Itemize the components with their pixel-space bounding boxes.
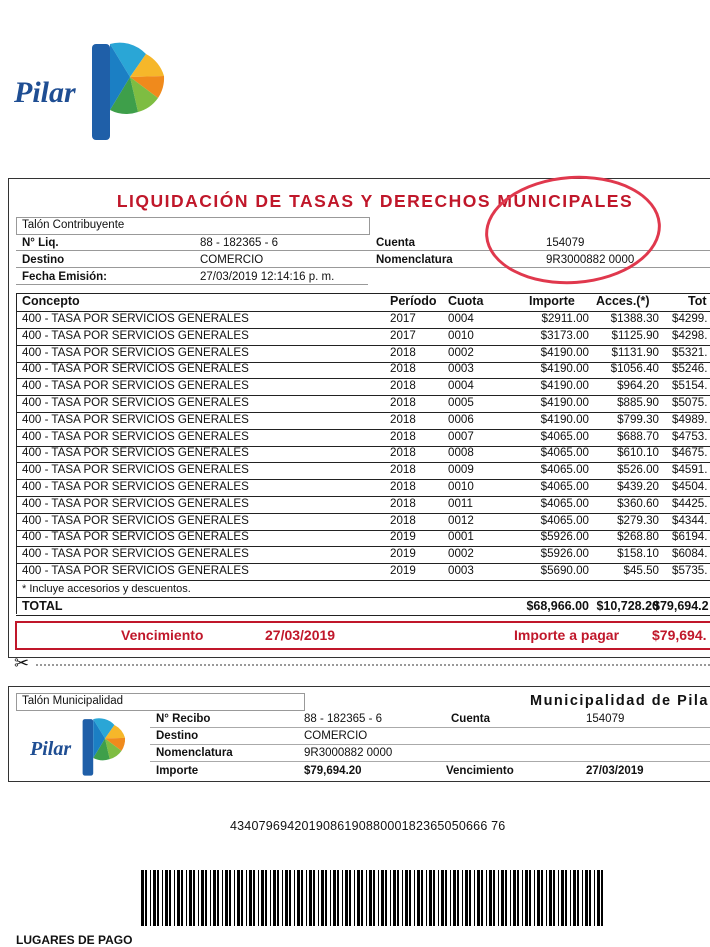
table-cell: 0012: [448, 513, 474, 527]
table-cell: $526.00: [617, 463, 659, 477]
table-cell: $4425.: [672, 496, 708, 510]
table-cell: $4065.00: [540, 463, 589, 477]
table-cell: $45.50: [623, 564, 659, 577]
table-cell: $4504.: [672, 480, 708, 493]
barcode-bar: [369, 870, 372, 926]
barcode-bar: [390, 870, 391, 926]
barcode-bar: [297, 870, 300, 926]
barcode-bar: [381, 870, 384, 926]
barcode-bar: [486, 870, 487, 926]
barcode-bar: [306, 870, 307, 926]
barcode-bar: [342, 870, 343, 926]
barcode-bar: [253, 870, 255, 926]
table-cell: 2018: [390, 496, 416, 510]
barcode-bar: [141, 870, 144, 926]
barcode-bar: [157, 870, 159, 926]
barcode-bar: [186, 870, 187, 926]
table-cell: 0002: [448, 547, 474, 561]
table-cell: 400 - TASA POR SERVICIOS GENERALES: [22, 396, 249, 409]
table-cell: $4190.00: [540, 412, 589, 426]
barcode-bar: [345, 870, 348, 926]
table-cell: 0002: [448, 345, 474, 359]
barcode-bar: [601, 870, 603, 926]
col-cuota: Cuota: [448, 294, 484, 308]
table-row: [16, 395, 710, 413]
barcode-bar: [246, 870, 247, 926]
table-cell: $5246.: [672, 362, 708, 376]
barcode-bar: [354, 870, 355, 926]
muni-grid-3: [150, 761, 710, 762]
barcode-bar: [213, 870, 216, 926]
barcode-bar: [237, 870, 240, 926]
table-cell: 2018: [390, 446, 416, 460]
barcode-bar: [205, 870, 207, 926]
table-cell: 400 - TASA POR SERVICIOS GENERALES: [22, 312, 249, 325]
logo-text-small: Pilar: [30, 738, 72, 760]
barcode-bar: [225, 870, 228, 926]
table-cell: $799.30: [617, 412, 659, 426]
table-cell: 2018: [390, 429, 416, 443]
barcode-bar: [217, 870, 219, 926]
cuenta-label: Cuenta: [376, 237, 415, 249]
table-row: [16, 345, 710, 363]
table-cell: 2019: [390, 547, 416, 561]
barcode-bar: [294, 870, 295, 926]
table-cell: 2018: [390, 513, 416, 527]
table-cell: 0007: [448, 429, 474, 443]
barcode-bar: [570, 870, 571, 926]
table-cell: $2911.00: [541, 312, 589, 325]
barcode-bar: [277, 870, 279, 926]
table-row: [16, 546, 710, 564]
barcode-bar: [597, 870, 600, 926]
table-cell: $4190.00: [540, 362, 589, 376]
table-cell: 0004: [448, 379, 474, 393]
liq-value: 88 - 182365 - 6: [200, 237, 279, 249]
table-cell: $1388.30: [610, 312, 659, 325]
barcode-bar: [150, 870, 151, 926]
barcode-bar: [313, 870, 315, 926]
muni-cuenta-value: 154079: [586, 713, 625, 725]
barcode-number: 434079694201908619088000182365050666 76: [230, 819, 506, 833]
table-cell: 2018: [390, 480, 416, 493]
table-cell: 0010: [448, 328, 474, 342]
table-cell: 2019: [390, 530, 416, 544]
barcode-bar: [529, 870, 531, 926]
barcode-bar: [265, 870, 267, 926]
barcode-bar: [261, 870, 264, 926]
document-title: LIQUIDACIÓN DE TASAS Y DERECHOS MUNICIPALES: [116, 191, 634, 211]
table-cell: $4344.: [672, 513, 708, 527]
table-cell: 2017: [390, 312, 416, 325]
barcode-bar: [505, 870, 507, 926]
cuenta-value: 154079: [546, 237, 585, 249]
table-cell: $6084.: [672, 547, 708, 561]
table-row: [16, 445, 710, 463]
table-cell: $439.20: [617, 480, 659, 493]
table-cell: 400 - TASA POR SERVICIOS GENERALES: [22, 463, 249, 477]
recibo-label: N° Recibo: [156, 713, 211, 725]
barcode-bar: [198, 870, 199, 926]
table-cell: 400 - TASA POR SERVICIOS GENERALES: [22, 429, 249, 443]
nomenclatura-value: 9R3000882 0000: [546, 254, 635, 266]
table-cell: $279.30: [617, 513, 659, 527]
total-acces: $10,728.20: [596, 599, 659, 613]
barcode-bar: [445, 870, 447, 926]
table-cell: $4065.00: [540, 429, 589, 443]
table-row: [16, 479, 710, 497]
barcode-bar: [378, 870, 379, 926]
table-cell: 400 - TASA POR SERVICIOS GENERALES: [22, 362, 249, 376]
table-row: [16, 429, 710, 447]
barcode-bar: [417, 870, 420, 926]
table-cell: 400 - TASA POR SERVICIOS GENERALES: [22, 345, 249, 359]
total-importe: $68,966.00: [526, 599, 589, 613]
barcode-bar: [553, 870, 555, 926]
table-cell: $610.10: [617, 446, 659, 460]
table-row: [16, 513, 710, 531]
barcode-bar: [462, 870, 463, 926]
col-acces: Acces.(*): [596, 294, 650, 308]
table-cell: $5075.: [672, 396, 708, 409]
logo-text: Pilar: [14, 76, 76, 109]
muni-nomenclatura-label: Nomenclatura: [156, 747, 233, 759]
barcode-bar: [162, 870, 163, 926]
barcode-bar: [337, 870, 339, 926]
barcode-bar: [397, 870, 399, 926]
table-cell: $1125.90: [611, 328, 659, 342]
barcode-bar: [330, 870, 331, 926]
barcode-bar: [585, 870, 588, 926]
table-cell: $158.10: [617, 547, 659, 561]
table-cell: 400 - TASA POR SERVICIOS GENERALES: [22, 564, 249, 577]
table-cell: $4190.00: [540, 379, 589, 393]
table-cell: $268.80: [617, 530, 659, 544]
table-cell: $4190.00: [540, 396, 589, 409]
table-cell: $4065.00: [540, 496, 589, 510]
barcode-bar: [409, 870, 411, 926]
table-row: [16, 328, 710, 346]
table-row: [16, 496, 710, 514]
info-line-3: [16, 284, 368, 285]
table-cell: $4065.00: [540, 446, 589, 460]
table-header: [16, 294, 710, 312]
table-cell: 0004: [448, 312, 474, 325]
table-row: [16, 462, 710, 480]
barcode-bar: [493, 870, 495, 926]
col-importe: Importe: [529, 294, 575, 308]
barcode-bar: [361, 870, 363, 926]
table-cell: 400 - TASA POR SERVICIOS GENERALES: [22, 446, 249, 460]
table-row: [16, 378, 710, 396]
barcode-bar: [153, 870, 156, 926]
muni-venc-label: Vencimiento: [446, 765, 514, 777]
table-cell: $6194.: [672, 530, 708, 544]
barcode-bar: [273, 870, 276, 926]
barcode-bar: [457, 870, 459, 926]
barcode-bar: [541, 870, 543, 926]
table-row: [16, 311, 710, 329]
barcode-bar: [258, 870, 259, 926]
table-cell: $885.90: [617, 396, 659, 409]
barcode-bar: [193, 870, 195, 926]
muni-destino-value: COMERCIO: [304, 730, 368, 742]
pilar-logo: [14, 32, 174, 144]
table-row: [16, 412, 710, 430]
barcode-bar: [477, 870, 480, 926]
table-cell: $5154.: [672, 379, 708, 393]
barcode-bar: [366, 870, 367, 926]
table-cell: 400 - TASA POR SERVICIOS GENERALES: [22, 496, 249, 510]
table-row: [16, 529, 710, 547]
footer-label: LUGARES DE PAGO: [16, 933, 133, 947]
barcode-bar: [165, 870, 168, 926]
barcode-bar: [405, 870, 408, 926]
table-cell: 400 - TASA POR SERVICIOS GENERALES: [22, 530, 249, 544]
table-cell: 400 - TASA POR SERVICIOS GENERALES: [22, 547, 249, 561]
barcode-bar: [537, 870, 540, 926]
barcode-bar: [429, 870, 432, 926]
barcode-bar: [241, 870, 243, 926]
barcode-bar: [589, 870, 591, 926]
muni-grid-1: [150, 727, 710, 728]
table-cell: 2019: [390, 564, 416, 577]
barcode-bar: [549, 870, 552, 926]
table-cell: 400 - TASA POR SERVICIOS GENERALES: [22, 328, 249, 342]
table-cell: $688.70: [617, 429, 659, 443]
barcode-bar: [321, 870, 324, 926]
talon-municipal-label: Talón Municipalidad: [22, 695, 124, 707]
table-cell: 2018: [390, 412, 416, 426]
barcode-bar: [546, 870, 547, 926]
barcode-bar: [450, 870, 451, 926]
col-total: Tot: [688, 294, 707, 308]
barcode-bar: [402, 870, 403, 926]
table-cell: 0009: [448, 463, 474, 477]
barcode-bar: [282, 870, 283, 926]
table-cell: 2018: [390, 379, 416, 393]
vencimiento-date: 27/03/2019: [265, 627, 336, 643]
barcode-bar: [453, 870, 456, 926]
table-cell: $4675.: [672, 446, 708, 460]
barcode-bar: [577, 870, 579, 926]
barcode-bar: [318, 870, 319, 926]
talon-contribuyente-label: Talón Contribuyente: [22, 219, 125, 231]
table-cell: $5321.: [672, 345, 708, 359]
barcode-bar: [582, 870, 583, 926]
barcode-bar: [169, 870, 171, 926]
barcode-bar: [174, 870, 175, 926]
pilar-logo-small: [30, 712, 140, 778]
barcode-bar: [513, 870, 516, 926]
barcode-bar: [474, 870, 475, 926]
barcode-bar: [177, 870, 180, 926]
table-cell: $4299.: [672, 312, 708, 325]
table-cell: $4753.: [672, 429, 708, 443]
table-cell: $360.60: [617, 496, 659, 510]
barcode-bar: [441, 870, 444, 926]
barcode-bar: [558, 870, 559, 926]
barcode-bar: [489, 870, 492, 926]
table-cell: 2018: [390, 463, 416, 477]
table-cell: 0010: [448, 480, 474, 493]
barcode-bar: [465, 870, 468, 926]
table-cell: 2018: [390, 345, 416, 359]
table-cell: 2017: [390, 328, 416, 342]
table-row: [16, 361, 710, 379]
table-cell: $5926.00: [540, 547, 589, 561]
barcode-bar: [565, 870, 567, 926]
barcode-bar: [438, 870, 439, 926]
muni-importe-label: Importe: [156, 765, 199, 777]
barcode-bar: [393, 870, 396, 926]
recibo-value: 88 - 182365 - 6: [304, 713, 383, 725]
barcode-bar: [414, 870, 415, 926]
scissors-icon: ✂: [14, 653, 30, 673]
barcode-bar: [270, 870, 271, 926]
barcode-bar: [426, 870, 427, 926]
table-cell: $3173.00: [540, 328, 589, 342]
table-cell: $4989.: [672, 412, 708, 426]
table-cell: $4065.00: [540, 480, 589, 493]
table-cell: 0003: [448, 564, 474, 577]
table-cell: $5690.00: [540, 564, 589, 577]
table-cell: $5926.00: [540, 530, 589, 544]
total-row: [16, 597, 710, 616]
barcode-bar: [325, 870, 327, 926]
barcode-bar: [201, 870, 204, 926]
total-label: TOTAL: [22, 599, 63, 613]
barcode-bar: [373, 870, 375, 926]
muni-importe-value: $79,694.20: [304, 765, 362, 777]
barcode-bar: [210, 870, 211, 926]
destino-label: Destino: [22, 254, 65, 266]
barcode-bar: [469, 870, 471, 926]
barcode-bar: [249, 870, 252, 926]
cut-line: [36, 664, 710, 666]
table-cell: $964.20: [617, 379, 659, 393]
municipal-title: Municipalidad de Pila: [530, 693, 709, 709]
logo-p-icon: [90, 32, 170, 144]
barcode-bar: [421, 870, 423, 926]
table-cell: 0003: [448, 362, 474, 376]
col-concepto: Concepto: [22, 294, 80, 308]
total-total: $79,694.2: [653, 599, 709, 613]
table-note: * Incluye accesorios y descuentos.: [22, 583, 191, 595]
barcode-bar: [349, 870, 351, 926]
barcode-bar: [573, 870, 576, 926]
barcode-bar: [309, 870, 312, 926]
table-cell: 400 - TASA POR SERVICIOS GENERALES: [22, 513, 249, 527]
barcode-bar: [301, 870, 303, 926]
barcode-bar: [594, 870, 595, 926]
table-cell: $1056.40: [610, 362, 659, 376]
barcode-bar: [561, 870, 564, 926]
table-cell: $5735.: [672, 564, 708, 577]
table-cell: $4298.: [672, 328, 708, 342]
barcode-bar: [222, 870, 223, 926]
barcode-bar: [289, 870, 291, 926]
destino-value: COMERCIO: [200, 254, 264, 266]
muni-venc-value: 27/03/2019: [586, 765, 644, 777]
barcode-bar: [145, 870, 147, 926]
muni-grid-2: [150, 744, 710, 745]
barcode-bar: [189, 870, 192, 926]
barcode-bar: [234, 870, 235, 926]
barcode-bar: [501, 870, 504, 926]
table-cell: $4190.00: [540, 345, 589, 359]
muni-destino-label: Destino: [156, 730, 199, 742]
importe-pagar-label: Importe a pagar: [514, 627, 620, 643]
barcode-bar: [534, 870, 535, 926]
table-cell: 0011: [448, 496, 473, 510]
table-cell: 2018: [390, 396, 416, 409]
barcode-bar: [525, 870, 528, 926]
muni-cuenta-label: Cuenta: [451, 713, 490, 725]
barcode-bar: [285, 870, 288, 926]
table-cell: 0001: [448, 530, 474, 544]
table-cell: $1131.90: [611, 345, 659, 359]
barcode-bar: [433, 870, 435, 926]
table-cell: 400 - TASA POR SERVICIOS GENERALES: [22, 412, 249, 426]
barcode-bar: [522, 870, 523, 926]
table-cell: 0008: [448, 446, 474, 460]
liq-label: N° Liq.: [22, 237, 59, 249]
table-row: [16, 563, 710, 581]
vencimiento-label: Vencimiento: [121, 627, 204, 643]
barcode-bar: [517, 870, 519, 926]
barcode-bar: [229, 870, 231, 926]
table-cell: 2018: [390, 362, 416, 376]
table-cell: 0005: [448, 396, 474, 409]
barcode-bar: [357, 870, 360, 926]
col-periodo: Período: [390, 294, 437, 308]
muni-nomenclatura-value: 9R3000882 0000: [304, 747, 393, 759]
nomenclatura-label: Nomenclatura: [376, 254, 453, 266]
barcode-bar: [385, 870, 387, 926]
table-cell: $4065.00: [540, 513, 589, 527]
importe-pagar-value: $79,694.: [652, 627, 707, 643]
table-cell: $4591.: [672, 463, 708, 477]
fecha-value: 27/03/2019 12:14:16 p. m.: [200, 271, 335, 283]
barcode-bar: [181, 870, 183, 926]
barcode-bar: [510, 870, 511, 926]
barcode-bar: [333, 870, 336, 926]
logo-p-icon-small: [78, 712, 132, 778]
table-cell: 400 - TASA POR SERVICIOS GENERALES: [22, 379, 249, 393]
barcode-bar: [481, 870, 483, 926]
barcode-bar: [498, 870, 499, 926]
fecha-label: Fecha Emisión:: [22, 271, 107, 283]
table-cell: 0006: [448, 412, 474, 426]
table-cell: 400 - TASA POR SERVICIOS GENERALES: [22, 480, 249, 493]
